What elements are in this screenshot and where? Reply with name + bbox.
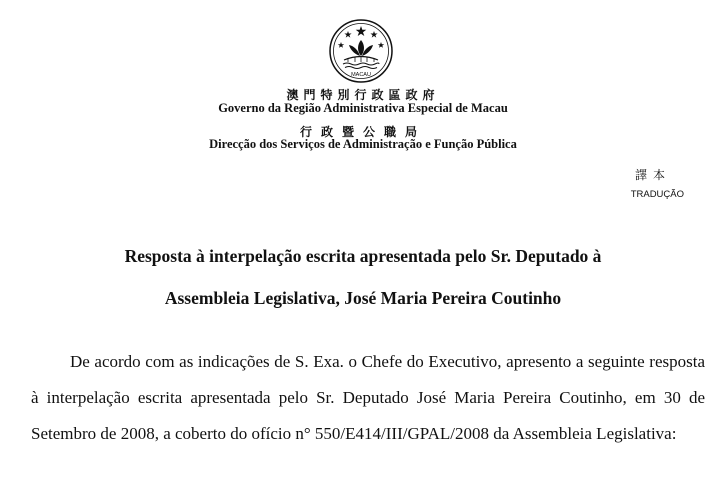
macau-emblem-icon bbox=[328, 18, 394, 84]
translation-chinese-label: 譯本 bbox=[634, 168, 671, 182]
body-paragraph: De acordo com as indicações de S. Exa. o Chefe do Executivo, apresento a seguinte resposta à interpelação escrita apresentada pelo Sr. Deputado José Maria Pereira Coutinho, em 30 de Setembro de 2008, a coberto do ofício n° 550/E414/III/GPAL/2008 da Assembleia Legislativa: bbox=[31, 352, 705, 443]
document-body bbox=[31, 344, 705, 452]
chinese-department-name: 行政暨公職局 bbox=[299, 125, 426, 139]
chinese-government-name: 澳門特別行政區政府 bbox=[286, 88, 440, 102]
document-title-line1: Resposta à interpelação escrita apresentada pelo Sr. Deputado à bbox=[124, 246, 602, 266]
emblem-text: MACAU bbox=[351, 72, 371, 78]
document-title-line2: Assembleia Legislativa, José Maria Pereira Coutinho bbox=[164, 288, 562, 308]
government-name: Governo da Região Administrativa Especial de Macau bbox=[218, 101, 508, 115]
translation-label: TRADUÇÃO bbox=[630, 189, 684, 200]
department-name: Direcção dos Serviços de Administração e Função Pública bbox=[209, 137, 517, 151]
